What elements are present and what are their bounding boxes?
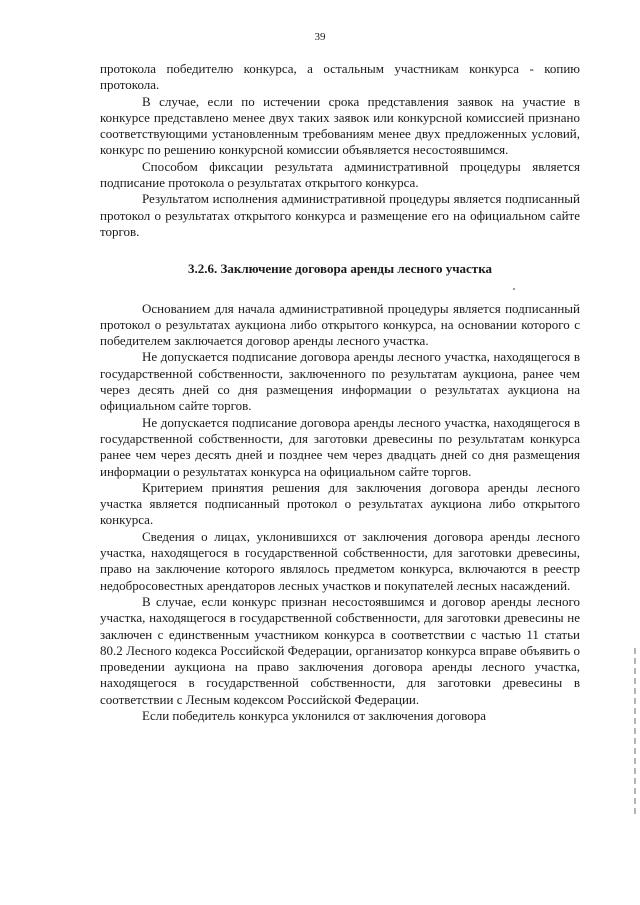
paragraph: протокола победителю конкурса, а остальным участникам конкурса - копию протокола. [100,61,580,93]
paragraph: В случае, если конкурс признан несостоявшимся и договор аренды лесного участка, находящегося в государственной собственности, для заготовки древесины не заключен с единственным участником конкурса в соответствии с частью 11 статьи 80.2 Лесного кодекса Российской Федерации, организатор конкурса вправе объявить о проведении аукциона на право заключения договора аренды лесного участка, находящегося в государственной собственности, для заготовки древесины в соответствии с Лесным кодексом Российской Федерации. [100,593,580,707]
paragraph: Не допускается подписание договора аренды лесного участка, находящегося в государственной собственности, заключенного по результатам аукциона, ранее чем через десять дней со дня размещения информации о результатах аукциона на официальном сайте торгов. [100,349,580,414]
scan-speck [513,288,515,290]
paragraph: В случае, если по истечении срока представления заявок на участие в конкурсе представлено менее двух таких заявок или конкурсной комиссией признано соответствующими установленным требованиям менее двух предложенных условий, конкурс по решению конкурсной комиссии объявляется несостоявшимся. [100,93,580,158]
page-number: 39 [314,31,326,43]
paragraph: Сведения о лицах, уклонившихся от заключения договора аренды лесного участка, находящегося в государственной собственности, для заготовки древесины, право на заключение которого являлось предметом конкурса, включаются в реестр недобросовестных арендаторов лесных участков и покупателей лесных насаждений. [100,528,580,593]
scan-edge-artifact [634,648,636,818]
paragraph: Основанием для начала административной процедуры является подписанный протокол о результатах аукциона либо открытого конкурса, на основании которого с победителем заключается договор аренды лесного участка. [100,300,580,349]
paragraph: Если победитель конкурса уклонился от заключения договора [142,707,487,723]
document-body [100,61,580,724]
section-heading: 3.2.6. Заключение договора аренды лесного участка [188,261,492,277]
paragraph: Критерием принятия решения для заключения договора аренды лесного участка является подписанный протокол о результатах аукциона либо открытого конкурса. [100,479,580,528]
paragraph: Результатом исполнения административной процедуры является подписанный протокол о результатах открытого конкурса и размещение его на официальном сайте торгов. [100,191,580,239]
paragraph: Способом фиксации результата административной процедуры является подписание протокола о результатах открытого конкурса. [100,158,580,191]
paragraph: Не допускается подписание договора аренды лесного участка, находящегося в государственной собственности, для заготовки древесины по результатам конкурса ранее чем через десять дней и позднее чем через двадцать дней со дня размещения информации о результатах конкурса на официальном сайте торгов. [100,414,580,479]
